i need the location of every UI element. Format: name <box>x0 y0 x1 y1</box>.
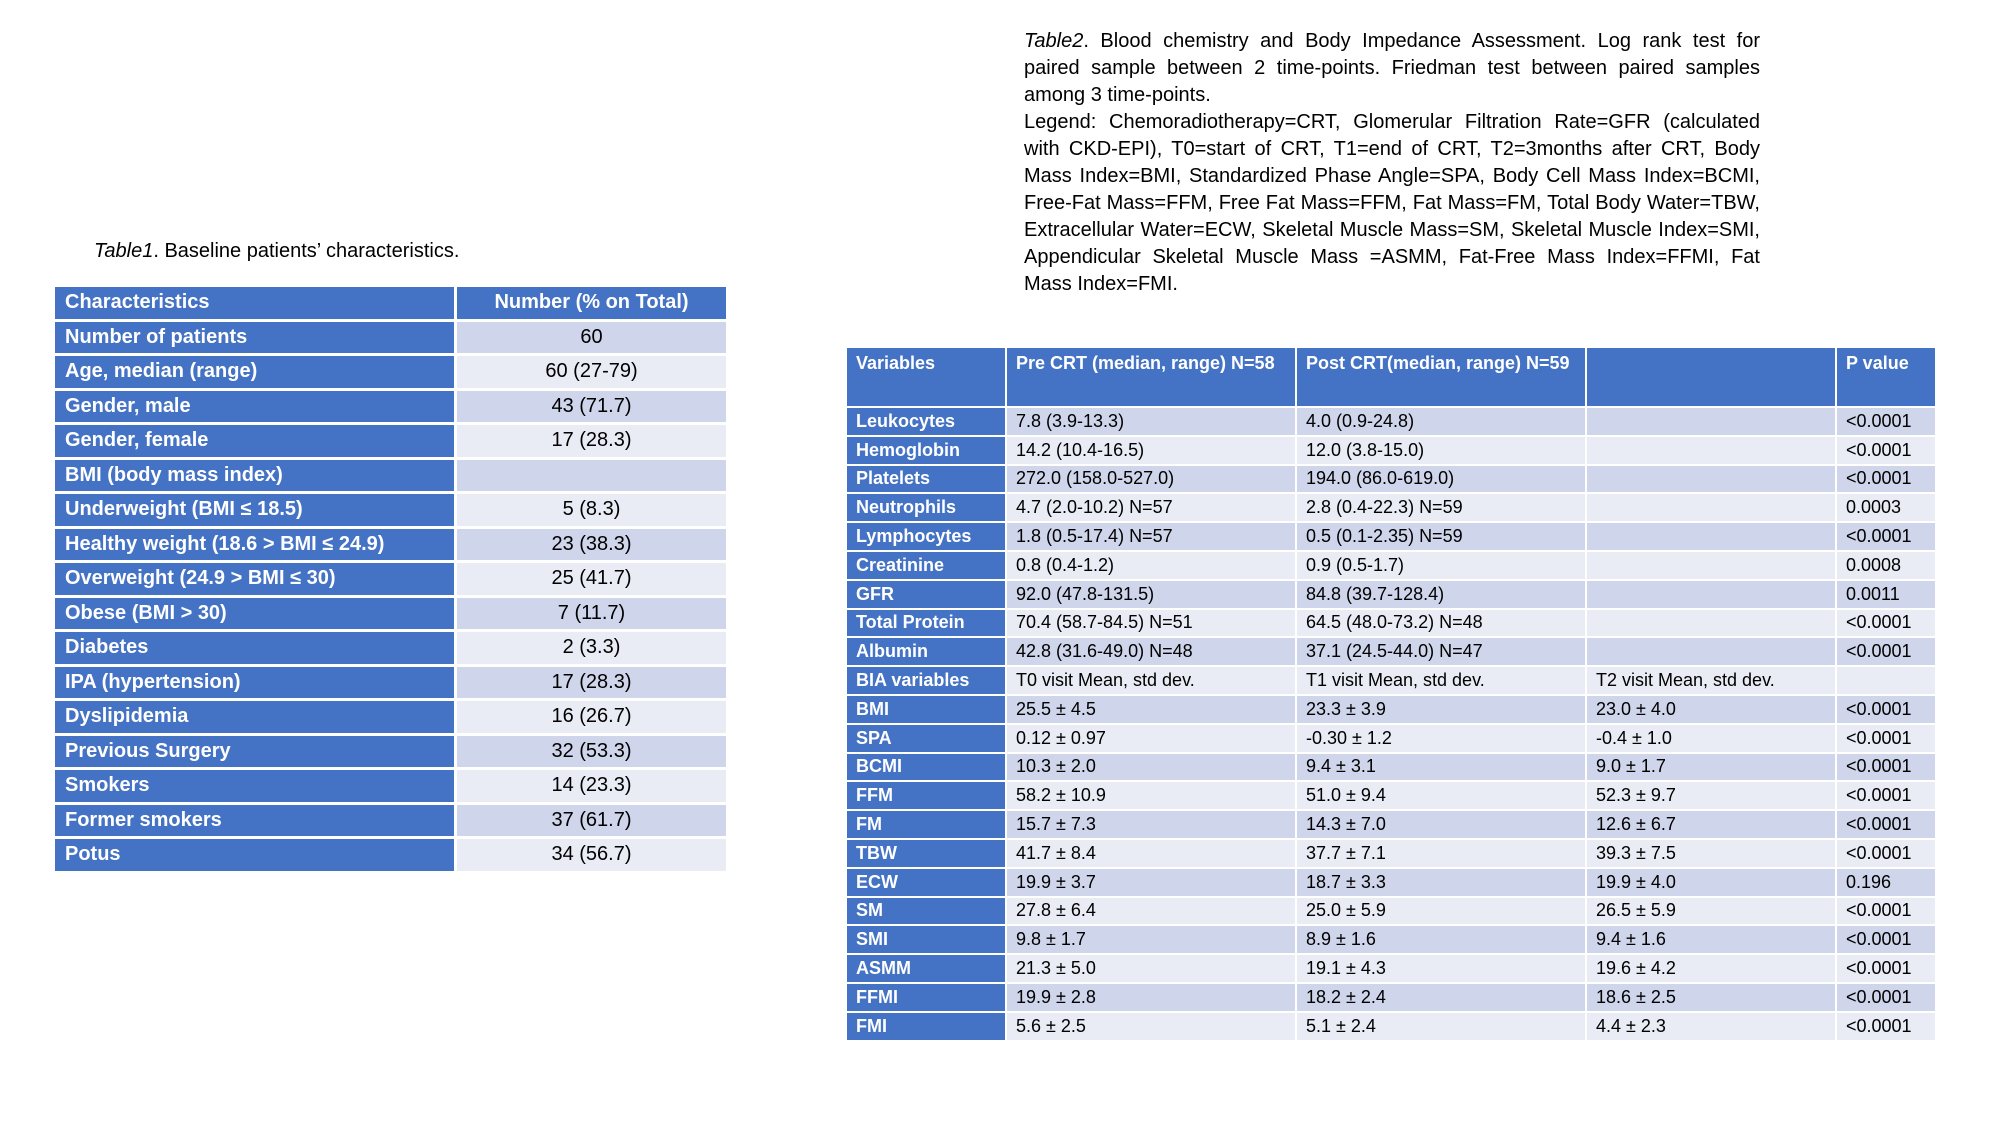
row-label: SM <box>847 898 1007 927</box>
column-header <box>1587 348 1837 408</box>
row-value: 32 (53.3) <box>457 736 726 771</box>
row-label: BMI (body mass index) <box>55 460 457 495</box>
table-row <box>847 926 1937 955</box>
row-label: Gender, male <box>55 391 457 426</box>
row-label: Diabetes <box>55 632 457 667</box>
table-row <box>55 736 726 771</box>
row-value: <0.0001 <box>1837 466 1937 495</box>
column-header: Number (% on Total) <box>457 287 726 322</box>
row-value: 60 (27-79) <box>457 356 726 391</box>
row-value: <0.0001 <box>1837 840 1937 869</box>
row-label: SMI <box>847 926 1007 955</box>
row-value: 37 (61.7) <box>457 805 726 840</box>
row-label: Smokers <box>55 770 457 805</box>
row-value: <0.0001 <box>1837 754 1937 783</box>
row-value: <0.0001 <box>1837 1013 1937 1042</box>
row-value: 25 (41.7) <box>457 563 726 598</box>
table1-caption <box>94 238 459 265</box>
row-value: <0.0001 <box>1837 437 1937 466</box>
row-value: 16 (26.7) <box>457 701 726 736</box>
table1-caption-label: Table1 <box>94 240 154 262</box>
row-value: 25.5 ± 4.5 <box>1007 696 1297 725</box>
row-value: T1 visit Mean, std dev. <box>1297 667 1587 696</box>
table-row <box>847 638 1937 667</box>
row-label: ASMM <box>847 955 1007 984</box>
row-value: 23.3 ± 3.9 <box>1297 696 1587 725</box>
row-label: Platelets <box>847 466 1007 495</box>
blood-chemistry-bia-table <box>847 348 1937 1042</box>
row-value: 17 (28.3) <box>457 425 726 460</box>
table-row <box>847 1013 1937 1042</box>
row-value: 0.9 (0.5-1.7) <box>1297 552 1587 581</box>
row-value: <0.0001 <box>1837 408 1937 437</box>
row-value: 9.4 ± 3.1 <box>1297 754 1587 783</box>
row-value: 0.0003 <box>1837 494 1937 523</box>
table-row <box>847 696 1937 725</box>
row-value: 7.8 (3.9-13.3) <box>1007 408 1297 437</box>
row-value: 23.0 ± 4.0 <box>1587 696 1837 725</box>
row-value: 12.6 ± 6.7 <box>1587 811 1837 840</box>
row-value: 52.3 ± 9.7 <box>1587 782 1837 811</box>
row-value: 14 (23.3) <box>457 770 726 805</box>
row-value: 15.7 ± 7.3 <box>1007 811 1297 840</box>
row-value: 26.5 ± 5.9 <box>1587 898 1837 927</box>
row-value: <0.0001 <box>1837 782 1937 811</box>
table-row <box>847 523 1937 552</box>
row-value: <0.0001 <box>1837 811 1937 840</box>
table-row <box>55 632 726 667</box>
table-row <box>847 754 1937 783</box>
row-value: 34 (56.7) <box>457 839 726 874</box>
table-row <box>847 610 1937 639</box>
table-row <box>847 437 1937 466</box>
row-value <box>1587 466 1837 495</box>
row-value: 5.1 ± 2.4 <box>1297 1013 1587 1042</box>
row-value: 58.2 ± 10.9 <box>1007 782 1297 811</box>
row-label: Neutrophils <box>847 494 1007 523</box>
column-header: Characteristics <box>55 287 457 322</box>
table-row <box>847 581 1937 610</box>
table-row <box>55 770 726 805</box>
row-value: 64.5 (48.0-73.2) N=48 <box>1297 610 1587 639</box>
row-label: Hemoglobin <box>847 437 1007 466</box>
row-label: IPA (hypertension) <box>55 667 457 702</box>
row-value: <0.0001 <box>1837 725 1937 754</box>
row-value: 84.8 (39.7-128.4) <box>1297 581 1587 610</box>
row-value: 19.1 ± 4.3 <box>1297 955 1587 984</box>
row-value: 7 (11.7) <box>457 598 726 633</box>
row-label: SPA <box>847 725 1007 754</box>
table-row <box>847 840 1937 869</box>
row-value: 0.0011 <box>1837 581 1937 610</box>
table1-caption-text: . Baseline patients’ characteristics. <box>153 240 460 262</box>
table-row <box>55 529 726 564</box>
row-value: 19.6 ± 4.2 <box>1587 955 1837 984</box>
row-value: 9.8 ± 1.7 <box>1007 926 1297 955</box>
table-header-row <box>847 348 1937 408</box>
row-value: 14.2 (10.4-16.5) <box>1007 437 1297 466</box>
row-value: 2.8 (0.4-22.3) N=59 <box>1297 494 1587 523</box>
row-label: BIA variables <box>847 667 1007 696</box>
row-value: 37.1 (24.5-44.0) N=47 <box>1297 638 1587 667</box>
table-row <box>55 667 726 702</box>
row-label: Previous Surgery <box>55 736 457 771</box>
row-value: 18.2 ± 2.4 <box>1297 984 1587 1013</box>
row-value: 39.3 ± 7.5 <box>1587 840 1837 869</box>
table2-legend: Legend: Chemoradiotherapy=CRT, Glomerular Filtration Rate=GFR (calculated with CKD-EPI), T0=start of CRT, T1=end of CRT, T2=3months after CRT, Body Mass Index=BMI, Standardized Phase Angle=SPA, Body Cell Mass Index=BCMI, Free-Fat Mass=FFM, Free Fat Mass=FFM, Fat Mass=FM, Total Body Water=TBW, Extracellular Water=ECW, Skeletal Muscle Mass=SM, Skeletal Muscle Index=SMI, Appendicular Skeletal Muscle Mass =ASMM, Fat-Free Mass Index=FFMI, Fat Mass Index=FMI. <box>1024 111 1760 295</box>
row-value: 272.0 (158.0-527.0) <box>1007 466 1297 495</box>
row-value: 37.7 ± 7.1 <box>1297 840 1587 869</box>
row-label: TBW <box>847 840 1007 869</box>
row-value: <0.0001 <box>1837 696 1937 725</box>
table2-caption-label: Table2 <box>1024 30 1084 52</box>
table-row <box>55 805 726 840</box>
table-row <box>847 466 1937 495</box>
table2-caption-text: . Blood chemistry and Body Impedance Assessment. Log rank test for paired sample between 2 time-points. Friedman test between paired samples among 3 time-points. <box>1024 30 1760 106</box>
row-label: FFMI <box>847 984 1007 1013</box>
row-label: Overweight (24.9 > BMI ≤ 30) <box>55 563 457 598</box>
row-value: 14.3 ± 7.0 <box>1297 811 1587 840</box>
row-value: <0.0001 <box>1837 984 1937 1013</box>
row-label: Total Protein <box>847 610 1007 639</box>
row-value: 4.4 ± 2.3 <box>1587 1013 1837 1042</box>
row-label: Healthy weight (18.6 > BMI ≤ 24.9) <box>55 529 457 564</box>
row-value: 9.4 ± 1.6 <box>1587 926 1837 955</box>
row-label: FMI <box>847 1013 1007 1042</box>
row-label: Albumin <box>847 638 1007 667</box>
row-value: 2 (3.3) <box>457 632 726 667</box>
row-label: BCMI <box>847 754 1007 783</box>
row-value: -0.30 ± 1.2 <box>1297 725 1587 754</box>
row-label: Dyslipidemia <box>55 701 457 736</box>
row-value: 92.0 (47.8-131.5) <box>1007 581 1297 610</box>
row-label: Obese (BMI > 30) <box>55 598 457 633</box>
table-row <box>55 391 726 426</box>
row-value <box>1587 552 1837 581</box>
row-value: 1.8 (0.5-17.4) N=57 <box>1007 523 1297 552</box>
row-label: GFR <box>847 581 1007 610</box>
row-value: 10.3 ± 2.0 <box>1007 754 1297 783</box>
row-label: Gender, female <box>55 425 457 460</box>
row-value: 4.7 (2.0-10.2) N=57 <box>1007 494 1297 523</box>
row-value: <0.0001 <box>1837 638 1937 667</box>
row-value: 17 (28.3) <box>457 667 726 702</box>
row-value: 42.8 (31.6-49.0) N=48 <box>1007 638 1297 667</box>
baseline-characteristics-table <box>55 287 726 874</box>
table-header-row <box>55 287 726 322</box>
row-value: -0.4 ± 1.0 <box>1587 725 1837 754</box>
table-row <box>847 782 1937 811</box>
row-label: Number of patients <box>55 322 457 357</box>
column-header: Post CRT(median, range) N=59 <box>1297 348 1587 408</box>
table-row <box>55 701 726 736</box>
row-value: <0.0001 <box>1837 926 1937 955</box>
table-row <box>55 563 726 598</box>
row-value: 8.9 ± 1.6 <box>1297 926 1587 955</box>
row-value: 21.3 ± 5.0 <box>1007 955 1297 984</box>
row-value: 19.9 ± 4.0 <box>1587 869 1837 898</box>
row-label: Potus <box>55 839 457 874</box>
row-value: 19.9 ± 3.7 <box>1007 869 1297 898</box>
row-value: 0.196 <box>1837 869 1937 898</box>
column-header: P value <box>1837 348 1937 408</box>
row-value: 0.5 (0.1-2.35) N=59 <box>1297 523 1587 552</box>
row-label: FM <box>847 811 1007 840</box>
row-value: 4.0 (0.9-24.8) <box>1297 408 1587 437</box>
table-row <box>847 869 1937 898</box>
table-row <box>847 955 1937 984</box>
table-row <box>55 425 726 460</box>
row-label: Creatinine <box>847 552 1007 581</box>
row-value: 18.7 ± 3.3 <box>1297 869 1587 898</box>
row-value: T2 visit Mean, std dev. <box>1587 667 1837 696</box>
row-value: <0.0001 <box>1837 610 1937 639</box>
table-row <box>847 408 1937 437</box>
row-value: 60 <box>457 322 726 357</box>
row-value <box>1587 581 1837 610</box>
table-row <box>847 811 1937 840</box>
row-value: 194.0 (86.0-619.0) <box>1297 466 1587 495</box>
table-row <box>55 494 726 529</box>
row-value <box>1587 494 1837 523</box>
table-row <box>847 494 1937 523</box>
row-value: 5.6 ± 2.5 <box>1007 1013 1297 1042</box>
row-value: 70.4 (58.7-84.5) N=51 <box>1007 610 1297 639</box>
row-value: <0.0001 <box>1837 955 1937 984</box>
table-row <box>55 598 726 633</box>
row-value <box>1587 638 1837 667</box>
row-value: 12.0 (3.8-15.0) <box>1297 437 1587 466</box>
row-value <box>1587 408 1837 437</box>
row-value: <0.0001 <box>1837 898 1937 927</box>
table-row <box>55 356 726 391</box>
row-value: T0 visit Mean, std dev. <box>1007 667 1297 696</box>
table2-caption <box>1024 28 1760 298</box>
row-value <box>1587 610 1837 639</box>
row-value: 43 (71.7) <box>457 391 726 426</box>
row-value <box>1587 523 1837 552</box>
table-row <box>847 667 1937 696</box>
row-value: 5 (8.3) <box>457 494 726 529</box>
row-label: Age, median (range) <box>55 356 457 391</box>
column-header: Variables <box>847 348 1007 408</box>
row-label: Former smokers <box>55 805 457 840</box>
table-row <box>55 460 726 495</box>
table-row <box>55 839 726 874</box>
row-value: 19.9 ± 2.8 <box>1007 984 1297 1013</box>
row-value: <0.0001 <box>1837 523 1937 552</box>
row-value: 41.7 ± 8.4 <box>1007 840 1297 869</box>
row-value: 9.0 ± 1.7 <box>1587 754 1837 783</box>
row-label: ECW <box>847 869 1007 898</box>
row-value: 18.6 ± 2.5 <box>1587 984 1837 1013</box>
column-header: Pre CRT (median, range) N=58 <box>1007 348 1297 408</box>
row-label: Lymphocytes <box>847 523 1007 552</box>
row-label: FFM <box>847 782 1007 811</box>
table-row <box>847 552 1937 581</box>
row-value: 0.8 (0.4-1.2) <box>1007 552 1297 581</box>
row-value: 51.0 ± 9.4 <box>1297 782 1587 811</box>
row-value: 23 (38.3) <box>457 529 726 564</box>
row-label: BMI <box>847 696 1007 725</box>
row-value: 25.0 ± 5.9 <box>1297 898 1587 927</box>
row-value <box>1837 667 1937 696</box>
row-value: 0.12 ± 0.97 <box>1007 725 1297 754</box>
table-row <box>847 984 1937 1013</box>
table-row <box>55 322 726 357</box>
table-row <box>847 898 1937 927</box>
row-value <box>1587 437 1837 466</box>
row-value: 27.8 ± 6.4 <box>1007 898 1297 927</box>
row-value: 0.0008 <box>1837 552 1937 581</box>
row-value <box>457 460 726 495</box>
row-label: Underweight (BMI ≤ 18.5) <box>55 494 457 529</box>
table-row <box>847 725 1937 754</box>
row-label: Leukocytes <box>847 408 1007 437</box>
